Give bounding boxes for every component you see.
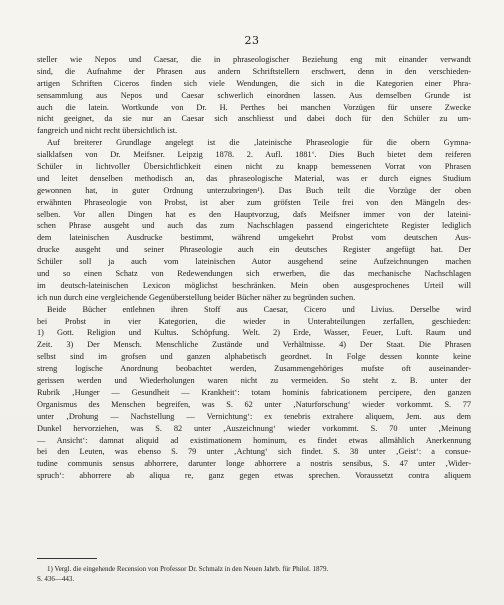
text-line: sind, die Aufnahme der Phrasen aus andern Schriftstellern erschwert, denn in den verschieden- — [37, 66, 471, 76]
footnote — [37, 565, 471, 584]
body-text — [37, 54, 471, 482]
text-line: steller wie Nepos und Caesar, die in phraseologischer Beziehung eng mit einander verwandt — [37, 55, 471, 64]
text-line: bei Probst in vier Kategorien, die wieder in Unterabteilungen zerfallen, geschieden: — [37, 316, 471, 326]
text-line: auch die latein. Wortkunde von Dr. H. Perthes bei manchen Vorzügen für unsere Zwecke — [37, 102, 471, 112]
text-line: selben. Vor allen Dingen hat es den Hauptvorzug, dafs Meifsner immer von der lateini- — [37, 209, 471, 219]
text-line: gewonnen hat, in guter Ordnung unterzubringen¹). Das Buch teilt die Vorzüge der oben — [37, 185, 471, 195]
text-line: Schüler in lichtvoller Übersichtlichkeit einen nicht zu knapp bemessenen Vorrat von Phrasen — [37, 162, 471, 172]
text-line: Dunkel hervorziehen, was S. 82 unter ‚Auszeichnung‘ wieder vorkommt. S. 70 unter ‚Meinung — [37, 423, 471, 433]
text-line: selbst sind im grofsen und ganzen alphabetisch geordnet. In Folge dessen konnte keine — [37, 352, 471, 362]
text-line: Organismus des Menschen begreifen, was S. 62 unter ‚Naturforschung‘ wieder vorkommt. S. 77 — [37, 399, 471, 409]
text-line: unter ‚Drohung — Nachstellung — Vernichtung‘: ex tenebris extrahere aliquem, Jem. aus dem — [37, 411, 471, 421]
text-line: und leitet denselben methodisch an, das phraseologische Material, was er durch eignes Studium — [37, 173, 471, 183]
text-line: sensammlung aus Nepos und Caesar schwerlich einordnen lassen. Aus demselben Grunde ist — [37, 90, 471, 100]
text-line: Beide Bücher entlehnen ihren Stoff aus Caesar, Cicero und Livius. Derselbe wird — [47, 304, 471, 314]
text-line: Zeit. 3) Der Mensch. Menschliche Zustände und Verhältnisse. 4) Der Staat. Die Phrasen — [37, 340, 471, 350]
text-line: ich nun durch eine vergleichende Gegenüberstellung beider Bücher näher zu begründen suchen. — [37, 292, 356, 302]
text-line: artigen Schriften Ciceros finden sich viele Wendungen, die sich in die Kategorien einer Phra- — [37, 78, 471, 88]
footnote-line: 1) Vergl. die eingehende Recension von Professor Dr. Schmalz in den Neuen Jahrb. für Philol. 1879. — [47, 565, 329, 573]
text-line: 1) Gott. Religion und Kultus. Schöpfung. Welt. 2) Erde, Wasser, Feuer, Luft. Raum und — [37, 328, 471, 338]
page-number: 23 — [244, 34, 260, 47]
text-line: — Ansicht‘: damnat aliquid ad existimationem hominum, es findet etwas allmählich Anerkennung — [37, 435, 471, 445]
text-line: bei den Leuten, was ebenso S. 79 unter ‚Achtung‘ sich findet. S. 38 unter ‚Geist‘: a consue- — [37, 447, 471, 457]
footnote-divider — [37, 558, 97, 559]
text-line: Schüler soll ja auch vom lateinischen Autor ausgehend seine Aufzeichnungen machen — [37, 257, 471, 267]
text-line: Auf breiterer Grundlage angelegt ist die ‚lateinische Phraseologie für die obern Gymna- — [47, 138, 471, 148]
text-line: dem lateinischen Ausdrucke bestimmt, während umgekehrt Probst vom deutschen Aus- — [37, 233, 471, 243]
text-line: sialklafsen von Dr. Meifsner. Leipzig 1878. 2. Aufl. 1881‘. Dies Buch bietet dem reiferen — [37, 150, 471, 160]
text-line: nicht geeignet, da sie nur an Caesar sich anschliesst und dabei doch für den Schüler zu um- — [37, 114, 471, 124]
footnote-line: S. 436—443. — [37, 574, 75, 583]
text-line: tudine communis sensus abhorrere, darunter longe abhorrere a nostris sensibus, S. 47 unter ‚Wider- — [37, 459, 471, 469]
text-line: spruch‘: abhorrere ab aliqua re, ganz gegen etwas sprechen. Voraussetzt contra aliquem — [37, 471, 471, 481]
text-line: drucke ausgeht und seiner Phraseologie auch ein deutsches Register angefügt hat. Der — [37, 245, 471, 255]
text-line: im deutsch-lateinischen Lexicon möglichst beschränken. Mein oben ausgesprochenes Urteil will — [37, 280, 471, 290]
text-line: streng logische Anordnung beobachtet werden, Zusammengehöriges mufste oft auseinander- — [37, 364, 471, 374]
text-line: gerissen werden und Wiederholungen waren nicht zu vermeiden. So steht z. B. unter der — [37, 376, 471, 386]
text-line: Rubrik ‚Hunger — Gesundheit — Krankheit‘: totam hominis fabricationem percipere, den ganzen — [37, 387, 471, 397]
text-line: fangreich und nicht recht übersichtlich ist. — [37, 126, 178, 136]
text-line: erwähnten Phraseologie von Probst, ist aber zum gröfsten Teile frei von den Mängeln des- — [37, 197, 471, 207]
text-line: und so einen Schatz von Redewendungen sich erwerben, die das mechanische Nachschlagen — [37, 269, 471, 279]
text-line: schen Phrase ausgeht und auch das zum Nachschlagen passend eingerichtete Register lediglich — [37, 221, 471, 231]
